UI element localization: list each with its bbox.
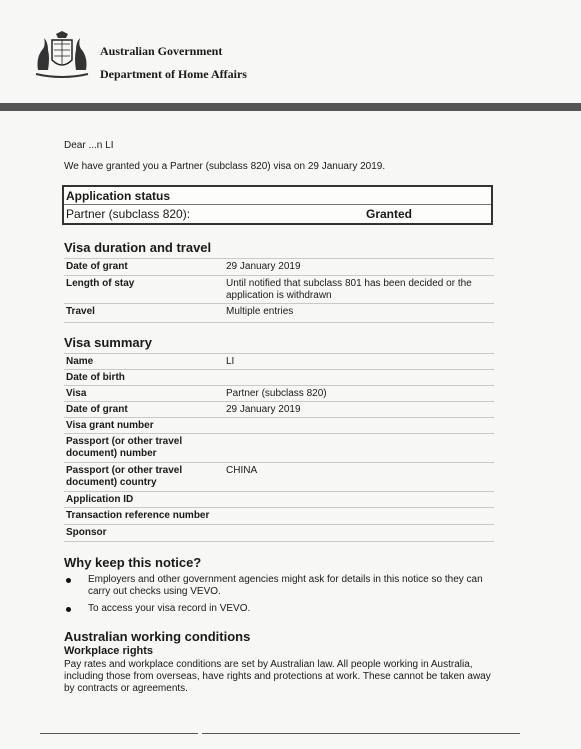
row-value: LI (226, 356, 235, 367)
table-row (64, 525, 494, 542)
header-rule (0, 103, 581, 111)
conditions-body: Pay rates and workplace conditions are set by Australian law. All people working in Australia, including those from overseas, have rights and protections at work. These cannot be taken away by contracts or agreements. (64, 659, 491, 694)
list-item (64, 603, 504, 615)
duration-table (64, 258, 494, 323)
row-label: Sponsor (66, 527, 107, 538)
bullet-icon (66, 607, 71, 612)
table-row (64, 508, 494, 525)
conditions-heading: Australian working conditions (64, 629, 251, 644)
coat-of-arms-icon (30, 30, 94, 82)
duration-heading: Visa duration and travel (64, 240, 212, 255)
table-row (64, 418, 494, 434)
status-visa: Partner (subclass 820): (66, 207, 191, 221)
row-label: Date of birth (66, 372, 125, 383)
table-row (64, 492, 494, 508)
conditions-subheading: Workplace rights (64, 645, 154, 657)
table-row (64, 434, 494, 463)
row-label: Passport (or other travel document) country (66, 465, 183, 488)
table-row (64, 402, 494, 418)
footer-rule-right (202, 733, 520, 734)
notice-list (64, 574, 504, 620)
row-label: Length of stay (66, 278, 135, 289)
table-row (64, 354, 494, 370)
table-row (64, 370, 494, 386)
row-label: Visa (66, 388, 87, 399)
summary-heading: Visa summary (64, 335, 152, 350)
row-label: Application ID (66, 494, 134, 505)
row-label: Visa grant number (66, 420, 154, 431)
table-row (64, 463, 494, 492)
bullet-icon (66, 578, 71, 583)
table-row (64, 259, 494, 276)
department-title: Department of Home Affairs (100, 67, 247, 81)
row-label: Date of grant (66, 261, 128, 272)
greeting: Dear ...n LI (64, 140, 114, 151)
table-row (64, 304, 494, 323)
status-divider (64, 204, 491, 205)
row-value: CHINA (226, 465, 258, 476)
summary-table (64, 353, 494, 542)
row-label: Date of grant (66, 404, 128, 415)
status-value: Granted (366, 207, 413, 221)
footer-rule-left (40, 733, 198, 734)
table-row (64, 386, 494, 402)
row-label: Transaction reference number (66, 510, 210, 521)
row-value: 29 January 2019 (226, 404, 301, 415)
list-item-text: Employers and other government agencies might ask for details in this notice so they can carry out checks using VEVO. (88, 574, 483, 597)
row-value: 29 January 2019 (226, 261, 301, 272)
row-label: Passport (or other travel document) number (66, 436, 183, 459)
list-item (64, 574, 504, 598)
row-label: Travel (66, 306, 95, 317)
grant-statement: We have granted you a Partner (subclass 820) visa on 29 January 2019. (64, 161, 386, 172)
table-row (64, 276, 494, 304)
government-title: Australian Government (100, 44, 223, 58)
row-value: Multiple entries (226, 306, 294, 317)
row-value: Until notified that subclass 801 has been decided or the application is withdrawn (226, 278, 472, 301)
list-item-text: To access your visa record in VEVO. (88, 603, 251, 614)
row-value: Partner (subclass 820) (226, 388, 327, 399)
notice-heading: Why keep this notice? (64, 555, 202, 570)
status-title: Application status (66, 189, 171, 203)
row-label: Name (66, 356, 94, 367)
